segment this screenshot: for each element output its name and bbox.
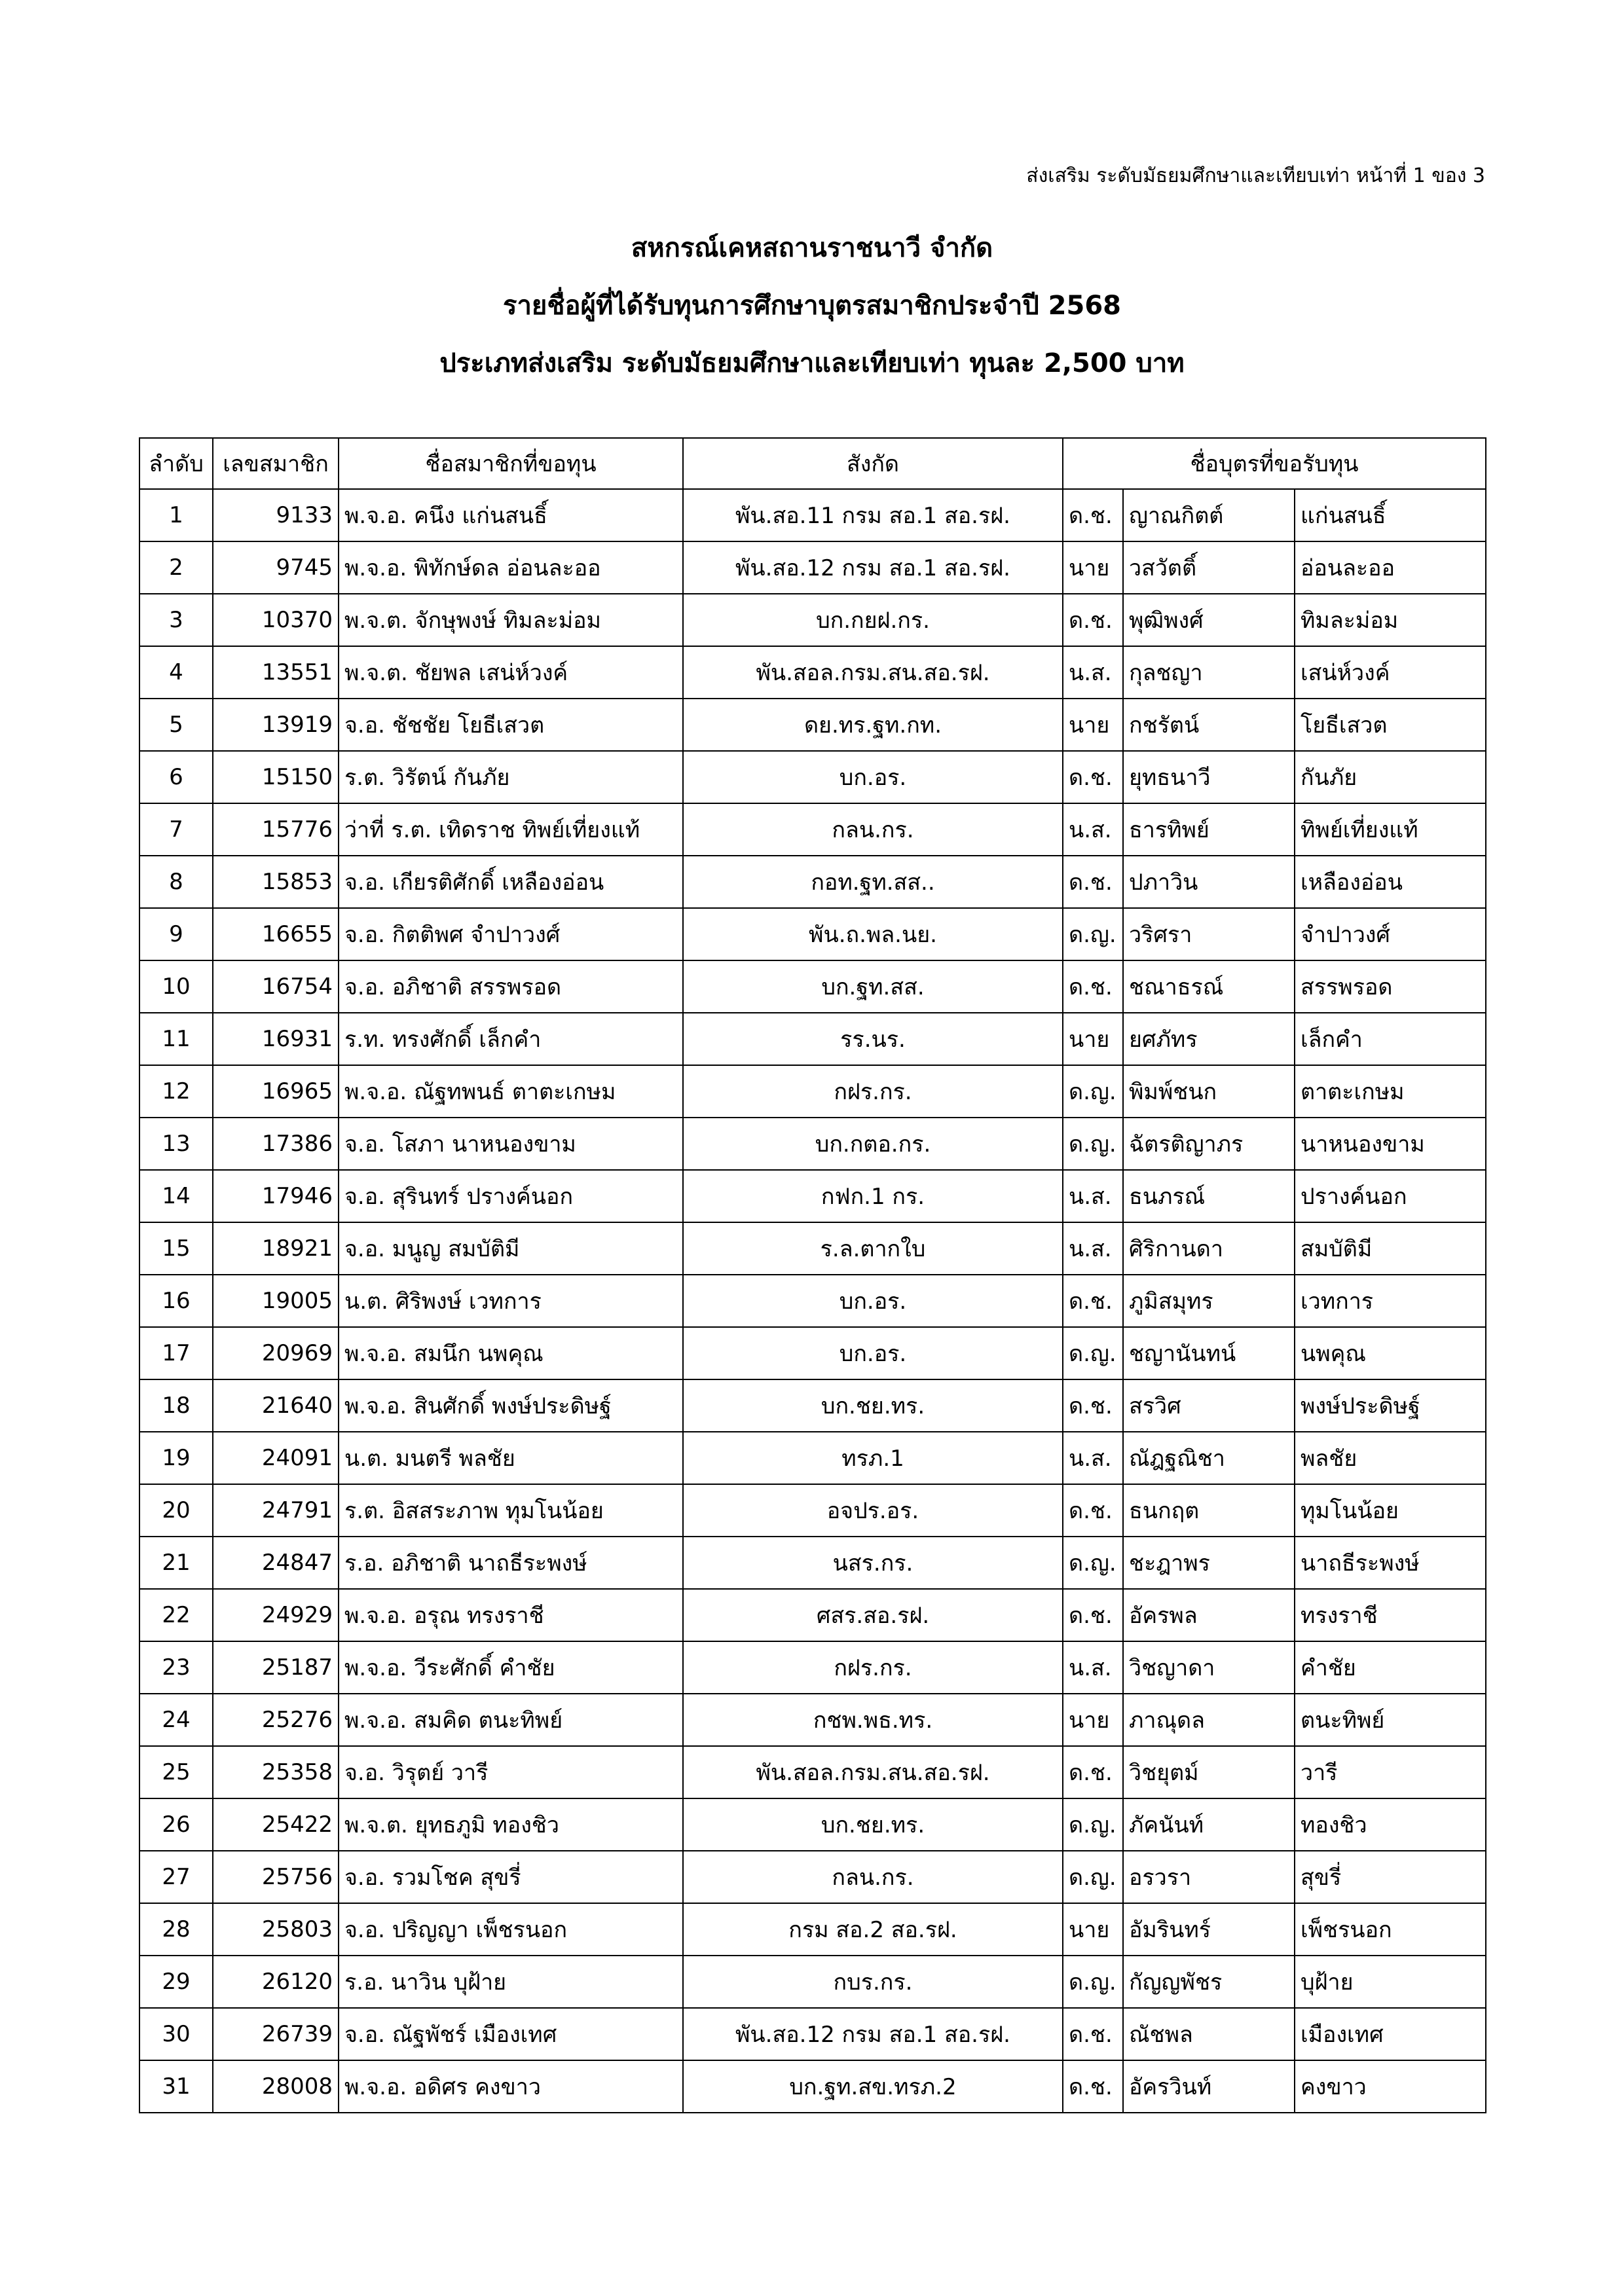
table-row (139, 699, 1486, 751)
row-number: 9 (139, 908, 213, 960)
child-prefix: ด.ช. (1063, 2060, 1123, 2113)
child-last-name: โยธีเสวต (1295, 699, 1486, 751)
child-first-name: ชณาธรณ์ (1123, 960, 1295, 1013)
member-id: 24847 (213, 1537, 339, 1589)
member-id: 25187 (213, 1641, 339, 1694)
child-prefix: ด.ช. (1063, 1379, 1123, 1432)
table-row (139, 1222, 1486, 1275)
member-id: 18921 (213, 1222, 339, 1275)
child-first-name: พิมพ์ชนก (1123, 1065, 1295, 1118)
member-name: จ.อ. สุรินทร์ ปรางค์นอก (339, 1170, 683, 1222)
row-number: 27 (139, 1851, 213, 1903)
member-id: 16754 (213, 960, 339, 1013)
child-last-name: ทองชิว (1295, 1798, 1486, 1851)
row-number: 31 (139, 2060, 213, 2113)
child-last-name: สรรพรอด (1295, 960, 1486, 1013)
child-prefix: ด.ช. (1063, 1589, 1123, 1641)
child-prefix: น.ส. (1063, 1170, 1123, 1222)
member-name: จ.อ. ชัชชัย โยธีเสวต (339, 699, 683, 751)
member-name: ร.อ. นาวิน บุฝ้าย (339, 1956, 683, 2008)
row-number: 22 (139, 1589, 213, 1641)
child-last-name: ปรางค์นอก (1295, 1170, 1486, 1222)
row-number: 21 (139, 1537, 213, 1589)
row-number: 3 (139, 594, 213, 646)
member-unit: บก.ชย.ทร. (683, 1379, 1063, 1432)
member-id: 16965 (213, 1065, 339, 1118)
child-first-name: ชะฎาพร (1123, 1537, 1295, 1589)
member-unit: บก.กยฝ.กร. (683, 594, 1063, 646)
member-unit: นสร.กร. (683, 1537, 1063, 1589)
child-first-name: อัมรินทร์ (1123, 1903, 1295, 1956)
table-row (139, 2060, 1486, 2113)
member-id: 25276 (213, 1694, 339, 1746)
table-row (139, 751, 1486, 803)
member-id: 20969 (213, 1327, 339, 1379)
table-row (139, 646, 1486, 699)
row-number: 25 (139, 1746, 213, 1798)
member-name: จ.อ. ณัฐพัชร์ เมืองเทศ (339, 2008, 683, 2060)
child-prefix: ด.ญ. (1063, 1798, 1123, 1851)
row-number: 8 (139, 856, 213, 908)
child-prefix: ด.ช. (1063, 960, 1123, 1013)
member-name: พ.จ.อ. ณัฐทพนธ์ ตาตะเกษม (339, 1065, 683, 1118)
row-number: 30 (139, 2008, 213, 2060)
child-first-name: ชญานันทน์ (1123, 1327, 1295, 1379)
member-unit: กลน.กร. (683, 803, 1063, 856)
table-row (139, 1379, 1486, 1432)
member-name: จ.อ. ปริญญา เพ็ชรนอก (339, 1903, 683, 1956)
row-number: 5 (139, 699, 213, 751)
table-row (139, 1275, 1486, 1327)
member-unit: ร.ล.ตากใบ (683, 1222, 1063, 1275)
member-unit: กฝร.กร. (683, 1065, 1063, 1118)
child-last-name: จำปาวงศ์ (1295, 908, 1486, 960)
child-prefix: ด.ญ. (1063, 1118, 1123, 1170)
child-last-name: ตาตะเกษม (1295, 1065, 1486, 1118)
child-prefix: ด.ช. (1063, 1275, 1123, 1327)
child-prefix: นาย (1063, 1903, 1123, 1956)
header-member-id: เลขสมาชิก (213, 438, 339, 489)
table-row (139, 960, 1486, 1013)
row-number: 29 (139, 1956, 213, 2008)
child-first-name: กัญญพัชร (1123, 1956, 1295, 2008)
member-id: 15853 (213, 856, 339, 908)
row-number: 20 (139, 1484, 213, 1537)
child-prefix: นาย (1063, 699, 1123, 751)
member-unit: พัน.สอล.กรม.สน.สอ.รฝ. (683, 1746, 1063, 1798)
child-prefix: น.ส. (1063, 803, 1123, 856)
table-row (139, 489, 1486, 541)
table-row (139, 1694, 1486, 1746)
member-id: 17946 (213, 1170, 339, 1222)
child-first-name: ณัฎฐณิชา (1123, 1432, 1295, 1484)
row-number: 1 (139, 489, 213, 541)
member-id: 25803 (213, 1903, 339, 1956)
row-number: 4 (139, 646, 213, 699)
header-unit: สังกัด (683, 438, 1063, 489)
child-last-name: กันภัย (1295, 751, 1486, 803)
table-row (139, 1484, 1486, 1537)
child-first-name: อรวรา (1123, 1851, 1295, 1903)
table-row (139, 1013, 1486, 1065)
member-name: น.ต. มนตรี พลชัย (339, 1432, 683, 1484)
row-number: 18 (139, 1379, 213, 1432)
organization-title: สหกรณ์เคหสถานราชนาวี จำกัด (631, 233, 993, 263)
child-first-name: ธารทิพย์ (1123, 803, 1295, 856)
table-row (139, 1589, 1486, 1641)
child-first-name: ยุทธนาวี (1123, 751, 1295, 803)
child-first-name: วสวัตติ์ (1123, 541, 1295, 594)
child-prefix: น.ส. (1063, 1641, 1123, 1694)
table-row (139, 594, 1486, 646)
row-number: 24 (139, 1694, 213, 1746)
child-prefix: น.ส. (1063, 1432, 1123, 1484)
row-number: 7 (139, 803, 213, 856)
list-title: รายชื่อผู้ที่ได้รับทุนการศึกษาบุตรสมาชิกประจำปี 2568 (502, 291, 1121, 321)
child-first-name: พุฒิพงศ์ (1123, 594, 1295, 646)
member-id: 15776 (213, 803, 339, 856)
row-number: 10 (139, 960, 213, 1013)
member-unit: กอท.ฐท.สส.. (683, 856, 1063, 908)
member-unit: พัน.สอ.11 กรม สอ.1 สอ.รฝ. (683, 489, 1063, 541)
table-row (139, 1903, 1486, 1956)
member-unit: อจปร.อร. (683, 1484, 1063, 1537)
row-number: 13 (139, 1118, 213, 1170)
member-unit: รร.นร. (683, 1013, 1063, 1065)
table-row (139, 803, 1486, 856)
child-last-name: คำชัย (1295, 1641, 1486, 1694)
member-unit: กชพ.พธ.ทร. (683, 1694, 1063, 1746)
member-unit: บก.ฐท.สส. (683, 960, 1063, 1013)
child-first-name: ปภาวิน (1123, 856, 1295, 908)
member-unit: พัน.สอ.12 กรม สอ.1 สอ.รฝ. (683, 541, 1063, 594)
member-id: 16655 (213, 908, 339, 960)
member-unit: กรม สอ.2 สอ.รฝ. (683, 1903, 1063, 1956)
child-last-name: บุฝ้าย (1295, 1956, 1486, 2008)
member-name: จ.อ. วิรุตย์ วารี (339, 1746, 683, 1798)
scholarship-recipients-table (139, 437, 1486, 2113)
child-prefix: ด.ช. (1063, 594, 1123, 646)
member-unit: กบร.กร. (683, 1956, 1063, 2008)
child-prefix: นาย (1063, 1694, 1123, 1746)
member-name: จ.อ. กิตติพศ จำปาวงศ์ (339, 908, 683, 960)
child-last-name: นาหนองขาม (1295, 1118, 1486, 1170)
child-prefix: ด.ช. (1063, 856, 1123, 908)
child-last-name: คงขาว (1295, 2060, 1486, 2113)
table-body (139, 489, 1486, 2113)
child-last-name: ตนะทิพย์ (1295, 1694, 1486, 1746)
header-member-name: ชื่อสมาชิกที่ขอทุน (339, 438, 683, 489)
table-row (139, 908, 1486, 960)
member-id: 13551 (213, 646, 339, 699)
child-prefix: ด.ญ. (1063, 1851, 1123, 1903)
member-name: พ.จ.อ. สินศักดิ์ พงษ์ประดิษฐ์ (339, 1379, 683, 1432)
child-first-name: ภูมิสมุทร (1123, 1275, 1295, 1327)
child-prefix: ด.ช. (1063, 2008, 1123, 2060)
member-unit: บก.อร. (683, 1275, 1063, 1327)
table-row (139, 1432, 1486, 1484)
member-name: จ.อ. รวมโชค สุขรี่ (339, 1851, 683, 1903)
child-first-name: วิชยุตม์ (1123, 1746, 1295, 1798)
document-titles (0, 219, 1624, 392)
member-id: 26120 (213, 1956, 339, 2008)
child-prefix: ด.ช. (1063, 1484, 1123, 1537)
child-last-name: เสน่ห์วงค์ (1295, 646, 1486, 699)
child-last-name: นาถธีระพงษ์ (1295, 1537, 1486, 1589)
child-first-name: อัครพล (1123, 1589, 1295, 1641)
member-name: จ.อ. โสภา นาหนองขาม (339, 1118, 683, 1170)
table-row (139, 1798, 1486, 1851)
member-unit: บก.ชย.ทร. (683, 1798, 1063, 1851)
child-prefix: นาย (1063, 541, 1123, 594)
member-id: 9745 (213, 541, 339, 594)
member-name: พ.จ.อ. อดิศร คงขาว (339, 2060, 683, 2113)
member-id: 25422 (213, 1798, 339, 1851)
member-unit: บก.อร. (683, 751, 1063, 803)
member-name: พ.จ.ต. ยุทธภูมิ ทองชิว (339, 1798, 683, 1851)
member-name: น.ต. ศิริพงษ์ เวทการ (339, 1275, 683, 1327)
child-last-name: พลชัย (1295, 1432, 1486, 1484)
child-first-name: ญาณกิตต์ (1123, 489, 1295, 541)
child-prefix: นาย (1063, 1013, 1123, 1065)
child-prefix: ด.ญ. (1063, 1537, 1123, 1589)
member-id: 16931 (213, 1013, 339, 1065)
member-id: 24091 (213, 1432, 339, 1484)
header-no: ลำดับ (139, 438, 213, 489)
child-first-name: ยศภัทร (1123, 1013, 1295, 1065)
child-prefix: น.ส. (1063, 646, 1123, 699)
table-row (139, 1641, 1486, 1694)
child-last-name: สุขรี่ (1295, 1851, 1486, 1903)
member-id: 25756 (213, 1851, 339, 1903)
member-name: พ.จ.อ. คนึง แก่นสนธิ์ (339, 489, 683, 541)
child-first-name: ภัคนันท์ (1123, 1798, 1295, 1851)
child-first-name: อัครวินท์ (1123, 2060, 1295, 2113)
row-number: 12 (139, 1065, 213, 1118)
member-unit: กฟก.1 กร. (683, 1170, 1063, 1222)
member-name: พ.จ.อ. อรุณ ทรงราชี (339, 1589, 683, 1641)
child-first-name: ฉัตรติญาภร (1123, 1118, 1295, 1170)
scholarship-type-title: ประเภทส่งเสริม ระดับมัธยมศึกษาและเทียบเท่า ทุนละ 2,500 บาท (439, 348, 1185, 378)
member-id: 10370 (213, 594, 339, 646)
member-name: จ.อ. อภิชาติ สรรพรอด (339, 960, 683, 1013)
child-last-name: เพ็ชรนอก (1295, 1903, 1486, 1956)
member-name: พ.จ.อ. สมคิด ตนะทิพย์ (339, 1694, 683, 1746)
member-name: จ.อ. เกียรติศักดิ์ เหลืองอ่อน (339, 856, 683, 908)
child-prefix: ด.ช. (1063, 751, 1123, 803)
member-name: ร.ต. อิสสระภาพ ทุมโนน้อย (339, 1484, 683, 1537)
row-number: 28 (139, 1903, 213, 1956)
member-id: 13919 (213, 699, 339, 751)
row-number: 17 (139, 1327, 213, 1379)
page-number-label: ส่งเสริม ระดับมัธยมศึกษาและเทียบเท่า หน้าที่ 1 ของ 3 (1026, 164, 1485, 187)
member-id: 21640 (213, 1379, 339, 1432)
member-id: 15150 (213, 751, 339, 803)
child-last-name: สมบัติมี (1295, 1222, 1486, 1275)
member-name: จ.อ. มนูญ สมบัติมี (339, 1222, 683, 1275)
member-name: พ.จ.ต. ชัยพล เสน่ห์วงค์ (339, 646, 683, 699)
child-last-name: เหลืองอ่อน (1295, 856, 1486, 908)
child-prefix: ด.ญ. (1063, 1065, 1123, 1118)
member-name: ร.ต. วิรัตน์ กันภัย (339, 751, 683, 803)
child-last-name: อ่อนละออ (1295, 541, 1486, 594)
child-first-name: สรวิศ (1123, 1379, 1295, 1432)
table-row (139, 1956, 1486, 2008)
child-last-name: ทรงราชี (1295, 1589, 1486, 1641)
child-first-name: กุลชญา (1123, 646, 1295, 699)
member-name: ร.อ. อภิชาติ นาถธีระพงษ์ (339, 1537, 683, 1589)
child-prefix: ด.ญ. (1063, 1327, 1123, 1379)
child-first-name: ณัชพล (1123, 2008, 1295, 2060)
member-unit: บก.กตอ.กร. (683, 1118, 1063, 1170)
row-number: 23 (139, 1641, 213, 1694)
member-unit: บก.อร. (683, 1327, 1063, 1379)
member-unit: กฝร.กร. (683, 1641, 1063, 1694)
member-id: 19005 (213, 1275, 339, 1327)
member-name: พ.จ.อ. พิทักษ์ดล อ่อนละออ (339, 541, 683, 594)
member-id: 24791 (213, 1484, 339, 1537)
child-prefix: น.ส. (1063, 1222, 1123, 1275)
member-name: ร.ท. ทรงศักดิ์ เล็กคำ (339, 1013, 683, 1065)
member-unit: ทรภ.1 (683, 1432, 1063, 1484)
table-row (139, 1851, 1486, 1903)
row-number: 2 (139, 541, 213, 594)
row-number: 26 (139, 1798, 213, 1851)
child-last-name: เมืองเทศ (1295, 2008, 1486, 2060)
child-last-name: เล็กคำ (1295, 1013, 1486, 1065)
child-last-name: ทิมละม่อม (1295, 594, 1486, 646)
table-header-row (139, 438, 1486, 489)
member-id: 17386 (213, 1118, 339, 1170)
table-row (139, 1065, 1486, 1118)
table-row (139, 1537, 1486, 1589)
child-first-name: ศิริกานดา (1123, 1222, 1295, 1275)
child-prefix: ด.ญ. (1063, 908, 1123, 960)
table-row (139, 1118, 1486, 1170)
row-number: 11 (139, 1013, 213, 1065)
table-row (139, 541, 1486, 594)
table-row (139, 1746, 1486, 1798)
row-number: 14 (139, 1170, 213, 1222)
child-first-name: ธนภรณ์ (1123, 1170, 1295, 1222)
child-last-name: นพคุณ (1295, 1327, 1486, 1379)
member-unit: ดย.ทร.ฐท.กท. (683, 699, 1063, 751)
member-unit: พัน.สอล.กรม.สน.สอ.รฝ. (683, 646, 1063, 699)
member-unit: ศสร.สอ.รฝ. (683, 1589, 1063, 1641)
child-prefix: ด.ช. (1063, 1746, 1123, 1798)
child-first-name: ภาณุดล (1123, 1694, 1295, 1746)
row-number: 15 (139, 1222, 213, 1275)
table-row (139, 1327, 1486, 1379)
member-id: 28008 (213, 2060, 339, 2113)
member-unit: พัน.ถ.พล.นย. (683, 908, 1063, 960)
member-name: พ.จ.อ. วีระศักดิ์ คำชัย (339, 1641, 683, 1694)
child-last-name: ทุมโนน้อย (1295, 1484, 1486, 1537)
row-number: 19 (139, 1432, 213, 1484)
member-unit: พัน.สอ.12 กรม สอ.1 สอ.รฝ. (683, 2008, 1063, 2060)
member-name: พ.จ.อ. สมนึก นพคุณ (339, 1327, 683, 1379)
table-row (139, 2008, 1486, 2060)
member-id: 25358 (213, 1746, 339, 1798)
child-first-name: วิชญาดา (1123, 1641, 1295, 1694)
child-last-name: พงษ์ประดิษฐ์ (1295, 1379, 1486, 1432)
member-unit: กลน.กร. (683, 1851, 1063, 1903)
member-id: 26739 (213, 2008, 339, 2060)
child-last-name: วารี (1295, 1746, 1486, 1798)
member-id: 24929 (213, 1589, 339, 1641)
header-child-name: ชื่อบุตรที่ขอรับทุน (1063, 438, 1486, 489)
child-last-name: ทิพย์เที่ยงแท้ (1295, 803, 1486, 856)
member-name: ว่าที่ ร.ต. เทิดราช ทิพย์เที่ยงแท้ (339, 803, 683, 856)
child-first-name: วริศรา (1123, 908, 1295, 960)
table-row (139, 856, 1486, 908)
child-first-name: กชรัตน์ (1123, 699, 1295, 751)
child-prefix: ด.ช. (1063, 489, 1123, 541)
child-last-name: เวทการ (1295, 1275, 1486, 1327)
child-prefix: ด.ญ. (1063, 1956, 1123, 2008)
child-last-name: แก่นสนธิ์ (1295, 489, 1486, 541)
row-number: 6 (139, 751, 213, 803)
member-name: พ.จ.ต. จักษุพงษ์ ทิมละม่อม (339, 594, 683, 646)
row-number: 16 (139, 1275, 213, 1327)
table-row (139, 1170, 1486, 1222)
member-unit: บก.ฐท.สข.ทรภ.2 (683, 2060, 1063, 2113)
member-id: 9133 (213, 489, 339, 541)
child-first-name: ธนกฤต (1123, 1484, 1295, 1537)
